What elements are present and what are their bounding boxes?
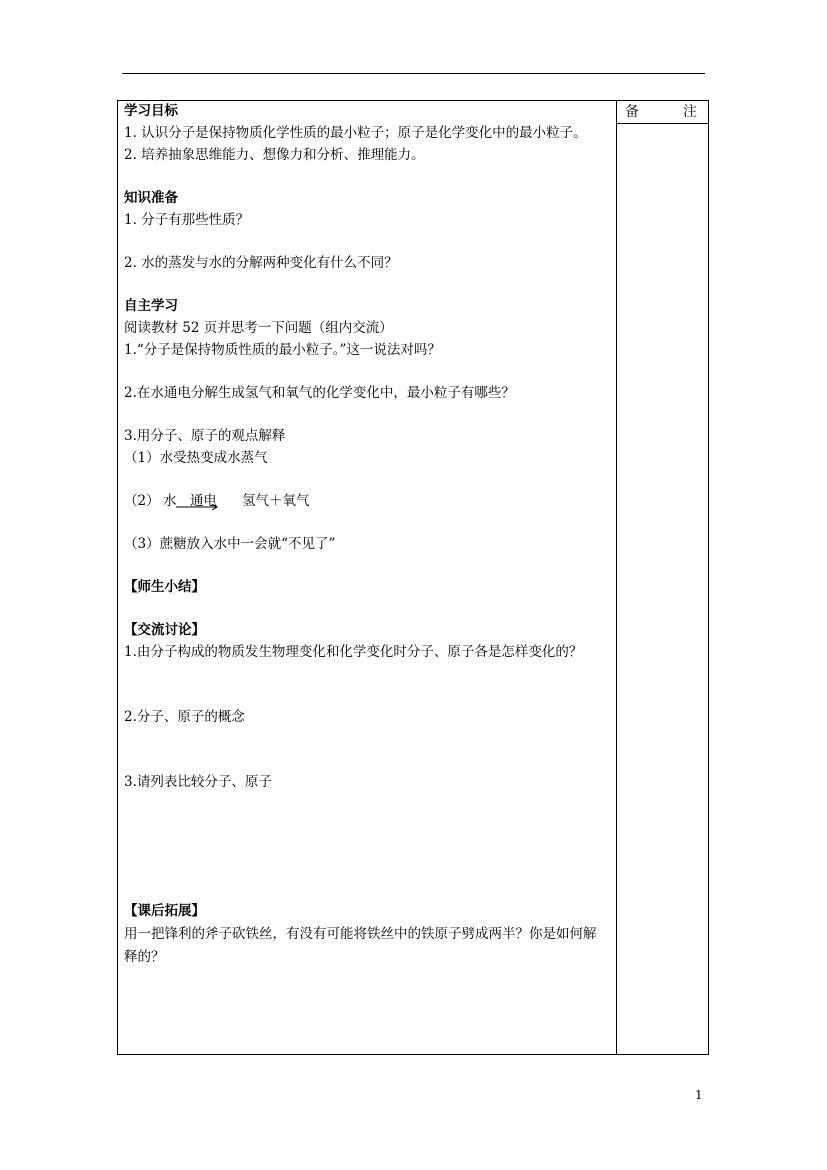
notes-column-divider: [616, 100, 617, 1055]
equation-condition: 通电: [190, 493, 217, 509]
self-study-q1: 1.“分子是保持物质性质的最小粒子。”这一说法对吗？: [124, 342, 441, 358]
notes-header-char-1: 备: [625, 104, 639, 120]
notes-header-rule: [616, 123, 709, 124]
discussion-q2: 2.分子、原子的概念: [124, 709, 245, 725]
learning-goal-1: 1. 认识分子是保持物质化学性质的最小粒子；原子是化学变化中的最小粒子。: [124, 125, 587, 141]
knowledge-prep-q2: 2. 水的蒸发与水的分解两种变化有什么不同？: [124, 255, 398, 271]
knowledge-prep-q1: 1. 分子有那些性质？: [124, 212, 250, 228]
worksheet-table: [117, 100, 709, 1055]
self-study-heading: 自主学习: [124, 298, 178, 314]
self-study-intro: 阅读教材 52 页并思考一下问题（组内交流）: [124, 320, 393, 336]
discussion-heading: 【交流讨论】: [124, 622, 205, 638]
discussion-q3: 3.请列表比较分子、原子: [124, 774, 272, 790]
extension-text: 用一把锋利的斧子砍铁丝，有没有可能将铁丝中的铁原子劈成两半？你是如何解释的？: [124, 926, 597, 965]
self-study-q3: 3.用分子、原子的观点解释: [124, 428, 286, 444]
self-study-q3-sub1: （1）水受热变成水蒸气: [124, 450, 268, 466]
knowledge-prep-heading: 知识准备: [124, 190, 178, 206]
learning-goal-2: 2. 培养抽象思维能力、想像力和分析、推理能力。: [124, 147, 425, 163]
self-study-q3-sub2-prefix: （2）: [124, 493, 160, 509]
equation-products: 氢气＋氧气: [242, 493, 310, 509]
page-number: 1: [695, 1088, 703, 1102]
reaction-arrow-icon: [176, 502, 218, 512]
notes-header-char-2: 注: [683, 104, 697, 120]
notes-column-header: [625, 103, 697, 121]
extension-heading: 【课后拓展】: [124, 903, 205, 919]
learning-goals-heading: 学习目标: [124, 103, 178, 119]
self-study-q3-sub3: （3）蔗糖放入水中一会就“不见了”: [124, 536, 336, 552]
summary-heading: 【师生小结】: [124, 579, 205, 595]
header-rule: [122, 73, 705, 74]
self-study-q2: 2.在水通电分解生成氢气和氧气的化学变化中，最小粒子有哪些？: [124, 385, 515, 401]
discussion-q1: 1.由分子构成的物质发生物理变化和化学变化时分子、原子各是怎样变化的？: [124, 644, 583, 660]
equation-reactant: 水: [163, 493, 177, 509]
